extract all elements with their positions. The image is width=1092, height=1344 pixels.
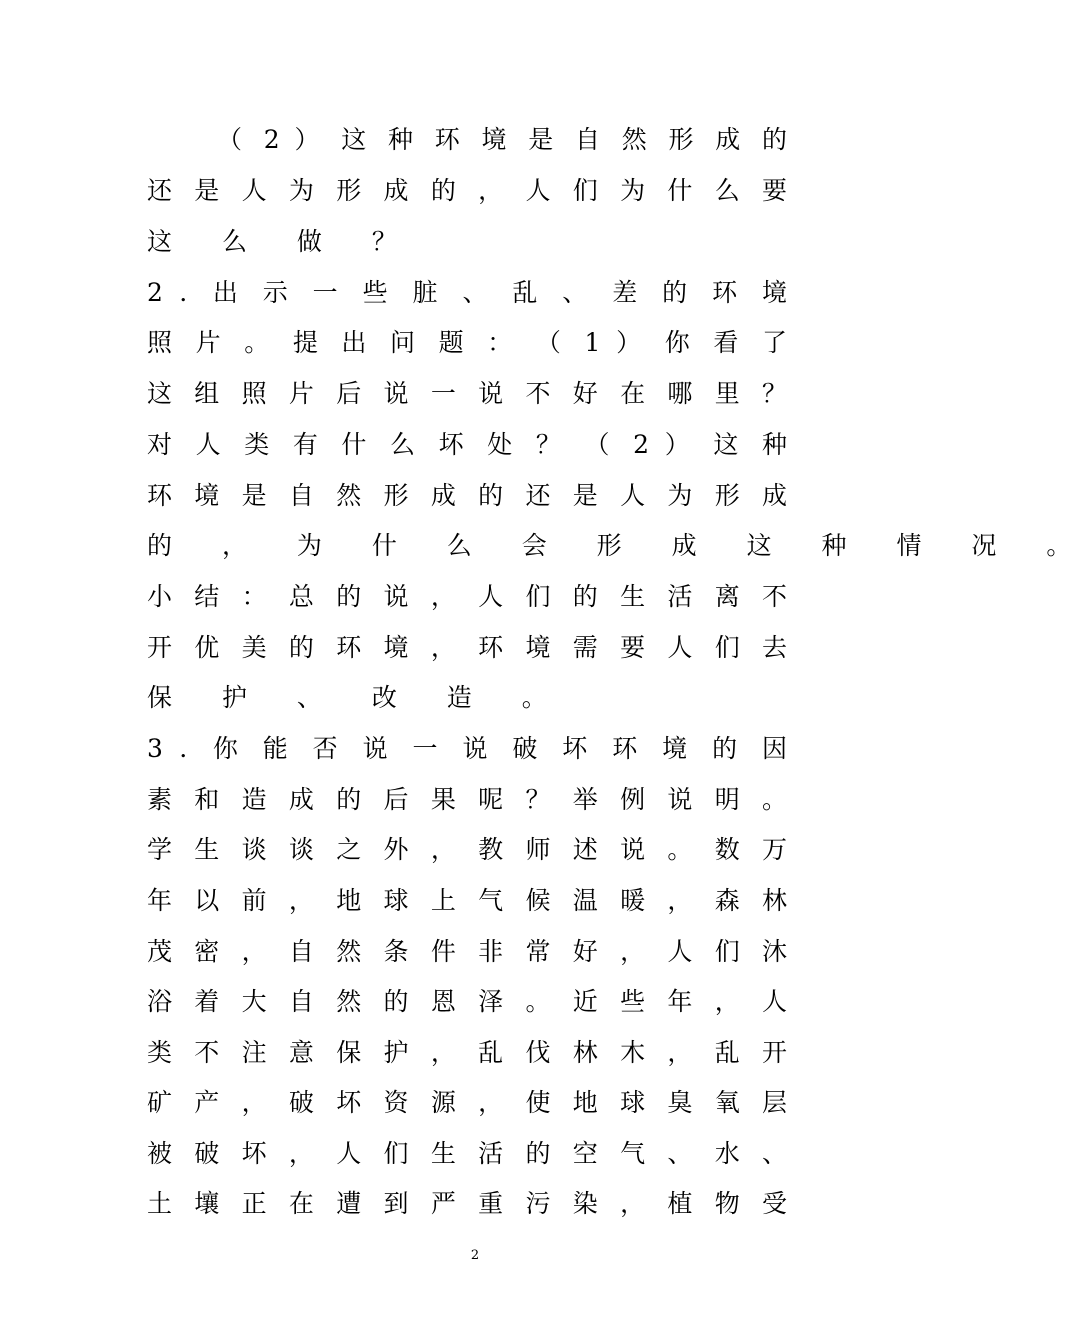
text-line: 保 护 、 改 造 。	[147, 683, 568, 712]
text-line: （ 2 ） 这 种 环 境 是 自 然 形 成 的	[217, 125, 787, 154]
text-line: 照 片 。 提 出 问 题 ： （ 1 ） 你 看 了	[147, 328, 787, 357]
text-line: 环 境 是 自 然 形 成 的 还 是 人 为 形 成	[147, 481, 787, 510]
text-line: 开 优 美 的 环 境 ， 环 境 需 要 人 们 去	[147, 633, 787, 662]
text-line: 年 以 前 ， 地 球 上 气 候 温 暖 ， 森 林	[147, 886, 787, 915]
text-line: 被 破 坏 ， 人 们 生 活 的 空 气 、 水 、	[147, 1139, 787, 1168]
text-line: 素 和 造 成 的 后 果 呢 ？ 举 例 说 明 。	[147, 785, 787, 814]
text-line: 2 ．出 示 一 些 脏 、 乱 、 差 的 环 境	[147, 278, 787, 307]
text-line: 这 么 做 ？	[147, 227, 418, 256]
text-line: 这 组 照 片 后 说 一 说 不 好 在 哪 里 ？	[147, 379, 787, 408]
text-line: 茂 密 ， 自 然 条 件 非 常 好 ， 人 们 沐	[147, 937, 787, 966]
page-number: 2	[470, 1248, 480, 1263]
text-line: 对 人 类 有 什 么 坏 处 ？ （ 2 ） 这 种	[147, 430, 787, 459]
text-line: 小 结 ： 总 的 说 ， 人 们 的 生 活 离 不	[147, 582, 787, 611]
text-line: 矿 产 ， 破 坏 资 源 ， 使 地 球 臭 氧 层	[147, 1088, 787, 1117]
text-line: 土 壤 正 在 遭 到 严 重 污 染 ， 植 物 受	[147, 1189, 787, 1218]
text-line: 的 ， 为 什 么 会 形 成 这 种 情 况 。	[147, 531, 1092, 560]
text-line: 学 生 谈 谈 之 外 ， 教 师 述 说 。 数 万	[147, 835, 787, 864]
text-line: 浴 着 大 自 然 的 恩 泽 。 近 些 年 ， 人	[147, 987, 787, 1016]
text-line: 类 不 注 意 保 护 ， 乱 伐 林 木 ， 乱 开	[147, 1038, 787, 1067]
text-line: 还 是 人 为 形 成 的 ， 人 们 为 什 么 要	[147, 176, 787, 205]
text-line: 3 ．你 能 否 说 一 说 破 坏 环 境 的 因	[147, 734, 787, 763]
